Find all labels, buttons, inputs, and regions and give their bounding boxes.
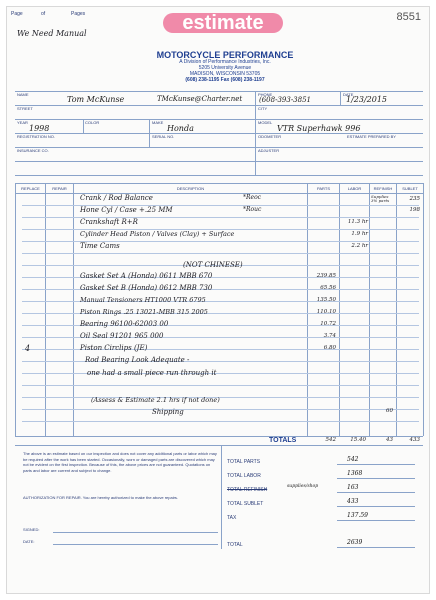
- line-item-6-description: Gasket Set A (Honda) 0611 MBB 670: [80, 272, 213, 280]
- line-item-12-parts: 6.80: [323, 345, 336, 351]
- tax-label: TAX: [227, 515, 237, 521]
- company-address1: 5205 University Avenue: [198, 65, 252, 71]
- city-label: CITY: [258, 106, 268, 111]
- customer-date: 1/23/2015: [346, 95, 388, 104]
- line-item-5-description: Time Cams: [80, 242, 120, 250]
- grand-total-value: 2639: [347, 539, 363, 546]
- totals-refinish: 43: [386, 437, 393, 443]
- vehicle-model: VTR Superhawk 996: [277, 124, 361, 133]
- total-labor-value: 1368: [347, 470, 363, 477]
- line-item-3-description: Crankshaft R+R: [80, 218, 138, 226]
- line-item-2-description: Hone Cyl / Case +.25 MM: [80, 206, 173, 214]
- line-item-10-parts: 10.72: [320, 321, 336, 327]
- labor-header: LABOR: [347, 186, 362, 191]
- totals-parts: 542: [325, 437, 336, 443]
- note-line-3: (Assess & Estimate 2.1 hrs if not done): [91, 396, 220, 404]
- estimate-title: estimate: [163, 13, 283, 33]
- line-item-7-description: Gasket Set B (Honda) 0612 MBB 730: [80, 284, 213, 292]
- grand-total-label: TOTAL: [227, 542, 243, 548]
- line-item-8-description: Manual Tensioners HT1000 VTR 6795: [80, 296, 206, 304]
- description-header: DESCRIPTION: [176, 186, 205, 191]
- line-item-7-parts: 65.56: [320, 285, 336, 291]
- date-label: DATE: [343, 92, 354, 97]
- refinish-supplies-shop-note: supplies/shop: [287, 484, 319, 489]
- line-item-3-labor: 11.3 hr: [347, 219, 368, 225]
- line-item-1-sublet: 235: [409, 196, 420, 202]
- repair-header: REPAIR: [52, 186, 67, 191]
- replace-header: REPLACE: [21, 186, 40, 191]
- line-item-10-description: Bearing 96100-62003 00: [80, 320, 169, 328]
- vehicle-year: 1998: [29, 124, 50, 133]
- line-item-6-parts: 239.85: [316, 273, 336, 279]
- refinish-header: REFINISH: [373, 186, 393, 191]
- authorization-date-label: DATE:: [23, 539, 35, 544]
- insurance-label: INSURANCE CO.: [17, 148, 49, 153]
- note-line-1: Rod Bearing Look Adequate -: [85, 356, 190, 364]
- company-tagline: A Division of Performance Industries, Inc.: [179, 59, 271, 65]
- serial-label: SERIAL NO.: [152, 134, 175, 139]
- total-refinish-value: 163: [347, 484, 359, 491]
- year-label: YEAR: [17, 120, 28, 125]
- not-chinese-note: (NOT CHINESE): [183, 261, 243, 269]
- totals-labor: 15.40: [350, 437, 366, 443]
- totals-sublet: 433: [409, 437, 420, 443]
- shipping-note: Shipping: [152, 408, 184, 416]
- page-label: Page: [11, 11, 23, 17]
- refinish-supplies-note: Supplies 3% parts: [371, 194, 390, 203]
- line-item-11-description: Oil Seal 91201 965 000: [80, 332, 164, 340]
- color-label: COLOR: [85, 120, 100, 125]
- model-label: MODEL: [258, 120, 273, 125]
- company-phone: (608) 238-1195 Fax (608) 238-1197: [185, 77, 265, 83]
- total-refinish-label: TOTAL REFINISH: [227, 487, 268, 493]
- customer-email: TMcKunse@Charter.net: [157, 95, 243, 103]
- pages-label: Pages: [71, 11, 86, 17]
- line-item-4-labor: 1.9 hr: [351, 231, 368, 237]
- signed-label: SIGNED:: [23, 527, 40, 532]
- line-item-2-sublet: 198: [409, 207, 420, 213]
- shipping-value: 60: [386, 408, 393, 414]
- estimate-number: 8551: [396, 11, 421, 23]
- customer-name: Tom McKunse: [67, 95, 125, 104]
- total-parts-label: TOTAL PARTS: [227, 459, 261, 465]
- vehicle-make: Honda: [167, 124, 194, 133]
- tax-value: 137.59: [347, 512, 368, 519]
- line-item-11-parts: 3.74: [323, 333, 336, 339]
- line-item-2-note: *Rouc: [243, 206, 262, 213]
- sublet-header: SUBLET: [402, 186, 418, 191]
- estimate-prepared-label: ESTIMATE PREPARED BY: [347, 134, 396, 139]
- phone-label: PHONE: [258, 92, 273, 97]
- estimate-sheet: [6, 6, 430, 594]
- company-address2: MADISON, WISCONSIN 53705: [189, 71, 261, 77]
- total-sublet-value: 433: [347, 498, 359, 505]
- note-line-2: one had a small piece run through it: [87, 369, 217, 377]
- line-item-4-description: Cylinder Head Piston / Valves (Clay) + Surface: [80, 230, 235, 238]
- name-label: NAME: [17, 92, 29, 97]
- total-parts-value: 542: [347, 456, 359, 463]
- line-item-9-parts: 110.10: [316, 309, 336, 315]
- line-item-1-note: *Reoc: [243, 194, 262, 201]
- customer-phone: (608-393-3851: [259, 96, 311, 104]
- line-item-9-description: Piston Rings .25 13021-MBB 315 2005: [80, 308, 208, 316]
- parts-header: PARTS: [317, 186, 330, 191]
- make-label: MAKE: [152, 120, 164, 125]
- totals-label: TOTALS: [269, 437, 297, 444]
- company-name: MOTORCYCLE PERFORMANCE: [156, 50, 294, 60]
- street-label: STREET: [17, 106, 33, 111]
- manual-note: We Need Manual: [17, 29, 87, 38]
- line-item-12-replace: 4: [25, 344, 31, 353]
- authorization-text: AUTHORIZATION FOR REPAIR. You are hereby authorized to make the above repairs.: [23, 495, 179, 500]
- disclaimer-text: The above is an estimate based on our inspection and does not cover any additional parts or labor which may be required after the work has been started. Occasionally, worn or damaged parts are discovered which may not be evident on the first inspection. Because of this, the above prices are not guaranteed. Quotations on parts and labor are current and subject to change.: [23, 451, 217, 473]
- adjuster-label: ADJUSTER: [258, 148, 280, 153]
- line-item-8-parts: 135.50: [316, 297, 336, 303]
- line-item-12-description: Piston Circlips (JE): [80, 344, 148, 352]
- line-item-5-labor: 2.2 hr: [351, 243, 368, 249]
- of-label: of: [41, 11, 46, 17]
- line-item-1-description: Crank / Rod Balance: [80, 194, 153, 202]
- total-labor-label: TOTAL LABOR: [227, 473, 261, 479]
- registration-label: REGISTRATION NO.: [17, 134, 55, 139]
- total-sublet-label: TOTAL SUBLET: [227, 501, 264, 507]
- odometer-label: ODOMETER: [258, 134, 282, 139]
